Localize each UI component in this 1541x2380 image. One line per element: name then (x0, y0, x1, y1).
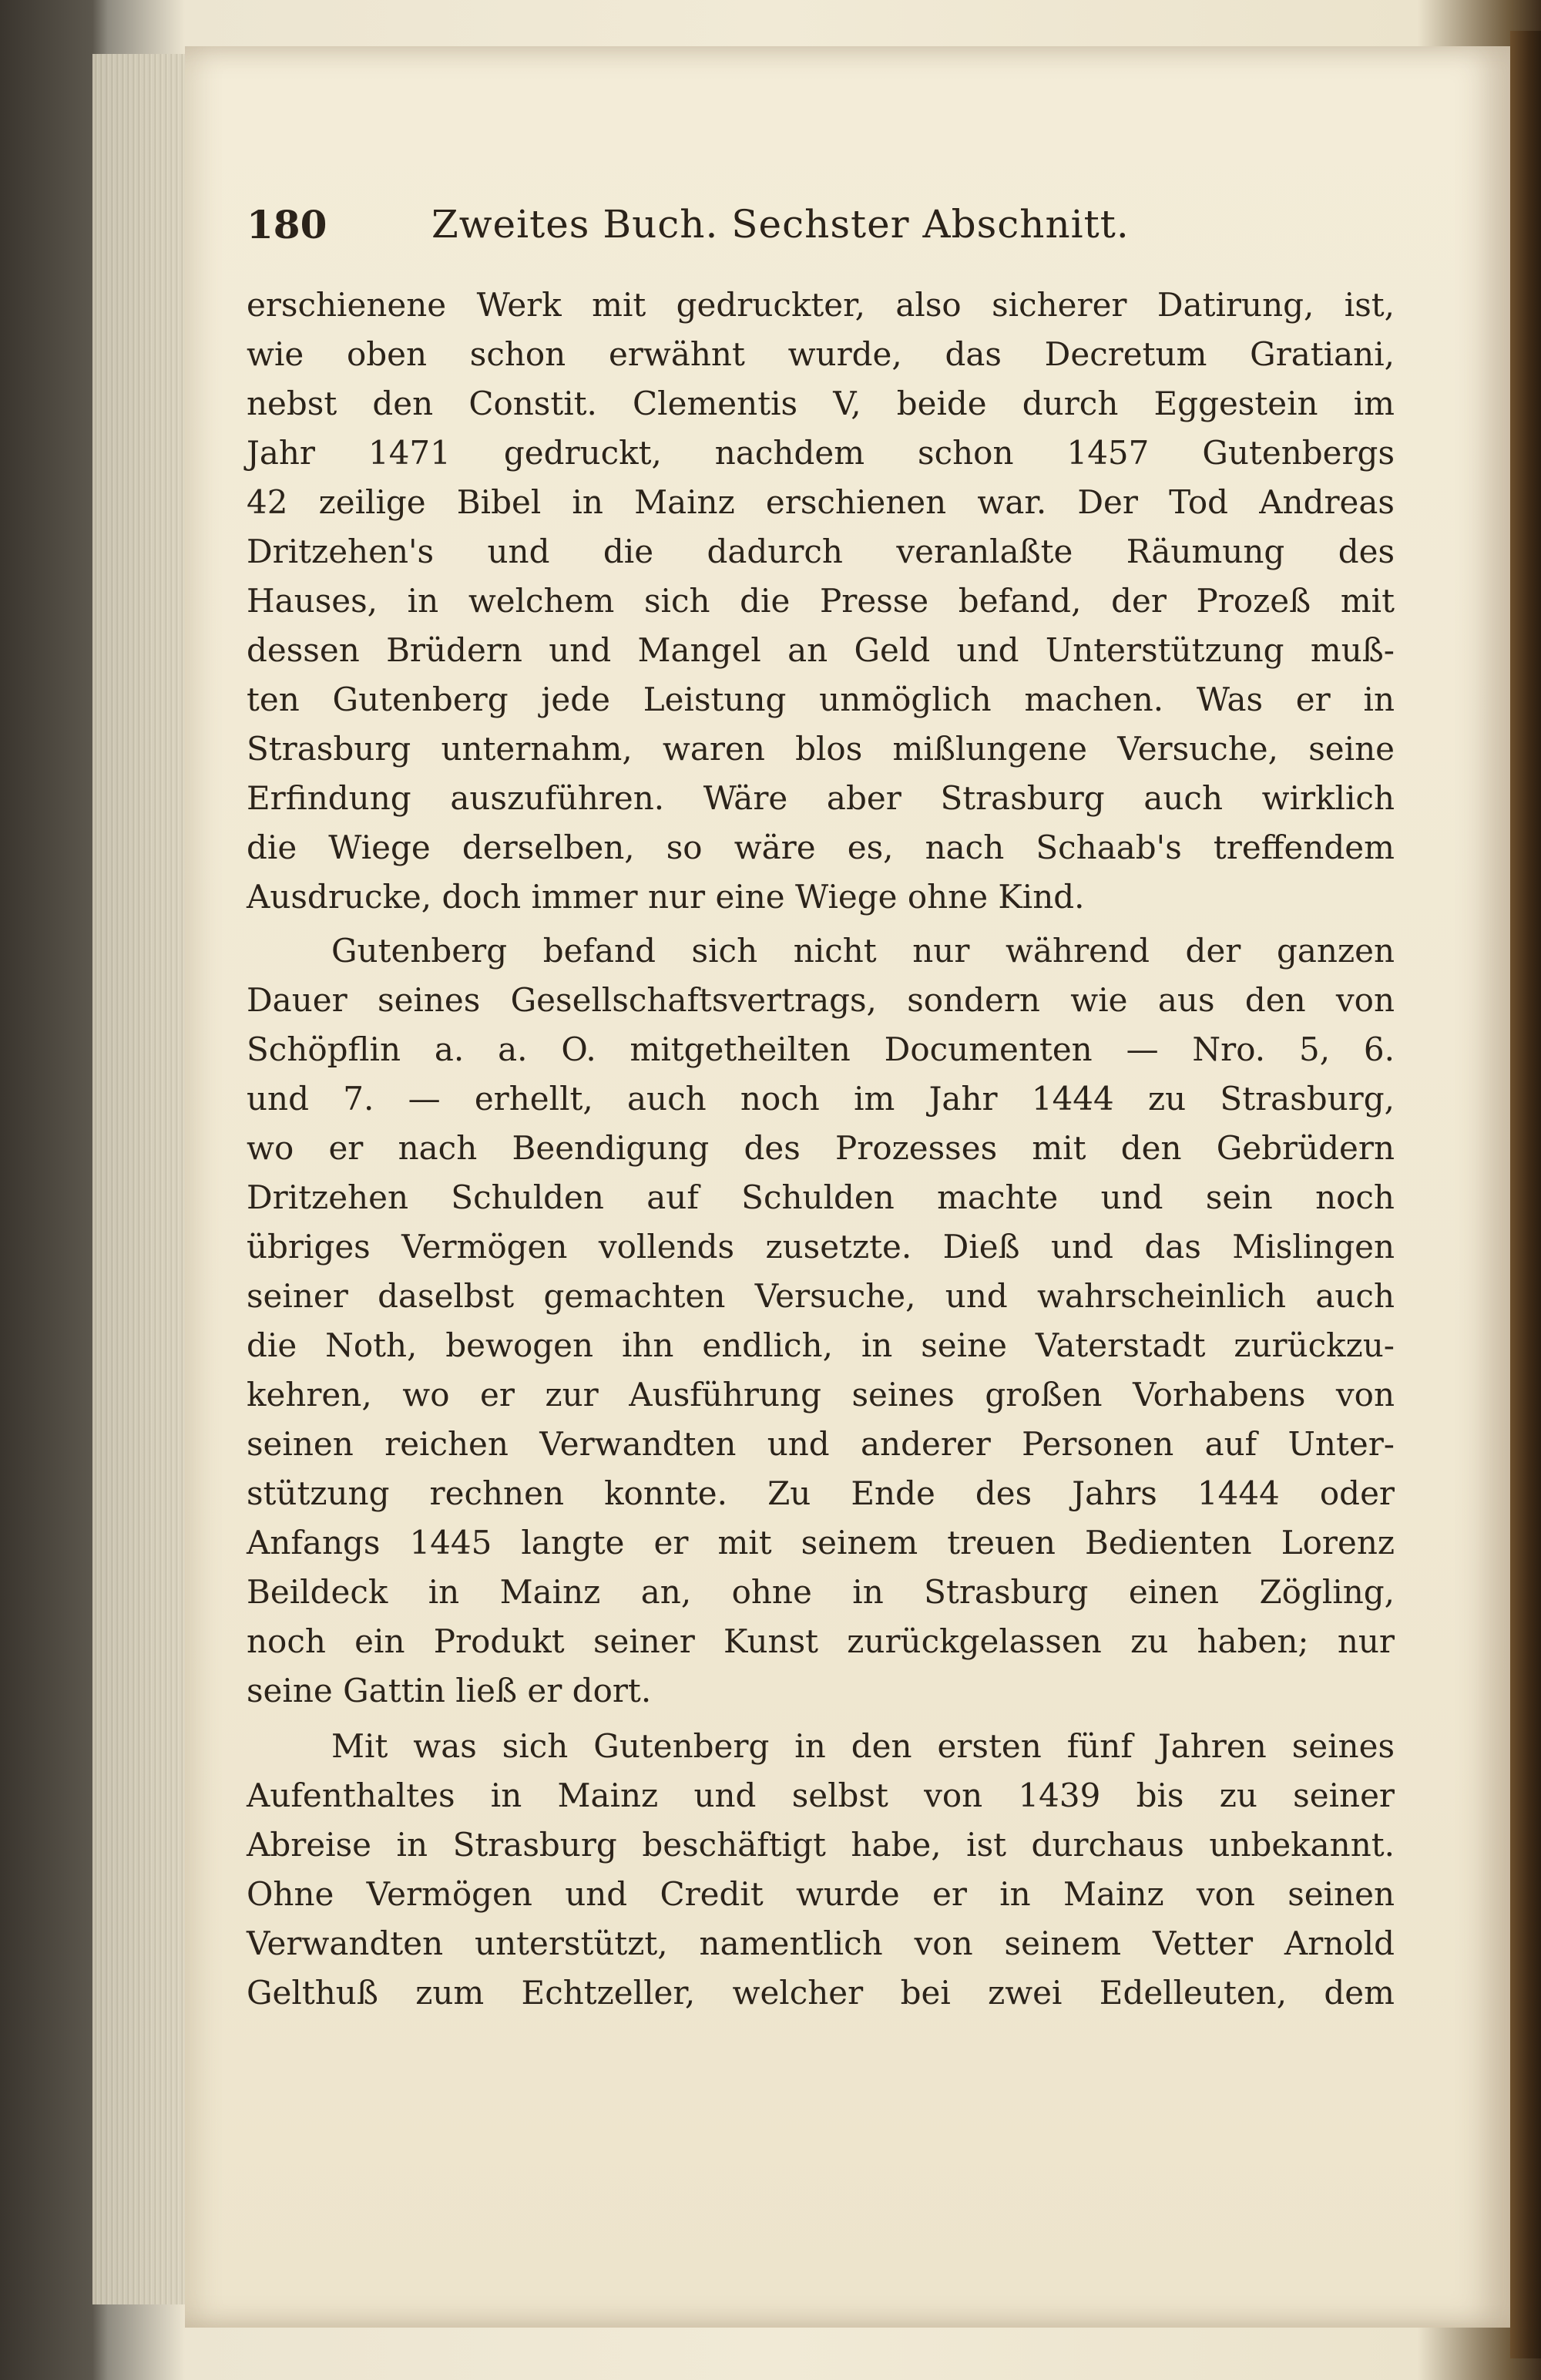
text-line: Schöpflin a. a. O. mitgetheilten Documenten — Nro. 5, 6. (247, 1030, 1395, 1068)
text-line: Verwandten unterstützt, namentlich von seinem Vetter Arnold (247, 1925, 1395, 1962)
text-line: Dritzehen's und die dadurch veranlaßte Räumung des (247, 533, 1395, 570)
text-line: die Noth, bewogen ihn endlich, in seine Vaterstadt zurückzu- (247, 1326, 1395, 1364)
text-line: wie oben schon erwähnt wurde, das Decretum Gratiani, (247, 335, 1395, 373)
text-line: wo er nach Beendigung des Prozesses mit den Gebrüdern (247, 1129, 1395, 1167)
text-line: dessen Brüdern und Mangel an Geld und Unterstützung muß- (247, 631, 1395, 669)
text-line: Anfangs 1445 langte er mit seinem treuen Bedienten Lorenz (247, 1524, 1395, 1561)
text-line: Ausdrucke, doch immer nur eine Wiege ohne Kind. (247, 878, 1085, 916)
running-title: Zweites Buch. Sechster Abschnitt. (431, 202, 1130, 247)
text-line: Mit was sich Gutenberg in den ersten fünf Jahren seines (331, 1727, 1395, 1765)
text-line: Gutenberg befand sich nicht nur während der ganzen (331, 932, 1395, 970)
text-line: seinen reichen Verwandten und anderer Personen auf Unter- (247, 1425, 1395, 1463)
text-line: und 7. — erhellt, auch noch im Jahr 1444 zu Strasburg, (247, 1080, 1395, 1118)
text-line: Abreise in Strasburg beschäftigt habe, ist durchaus unbekannt. (247, 1826, 1395, 1864)
text-line: Dauer seines Gesellschaftsvertrags, sondern wie aus den von (247, 981, 1395, 1019)
text-line: Beildeck in Mainz an, ohne in Strasburg einen Zögling, (247, 1573, 1395, 1611)
text-line: noch ein Produkt seiner Kunst zurückgelassen zu haben; nur (247, 1622, 1395, 1660)
text-line: Gelthuß zum Echtzeller, welcher bei zwei Edelleuten, dem (247, 1974, 1395, 2012)
text-line: 42 zeilige Bibel in Mainz erschienen war. Der Tod Andreas (247, 483, 1395, 521)
text-line: übriges Vermögen vollends zusetzte. Dieß und das Mislingen (247, 1228, 1395, 1266)
text-line: Jahr 1471 gedruckt, nachdem schon 1457 Gutenbergs (247, 434, 1395, 472)
text-line: seine Gattin ließ er dort. (247, 1672, 652, 1709)
book-cover-edge (1510, 31, 1541, 2358)
text-line: Aufenthaltes in Mainz und selbst von 1439 bis zu seiner (247, 1777, 1395, 1814)
text-line: ten Gutenberg jede Leistung unmöglich machen. Was er in (247, 681, 1395, 718)
text-line: Erfindung auszuführen. Wäre aber Strasburg auch wirklich (247, 779, 1395, 817)
text-line: Strasburg unternahm, waren blos mißlungene Versuche, seine (247, 730, 1395, 768)
text-line: die Wiege derselben, so wäre es, nach Schaab's treffendem (247, 829, 1395, 866)
page-header (247, 202, 1395, 256)
page-edges (92, 54, 185, 2304)
text-line: erschienene Werk mit gedruckter, also sicherer Datirung, ist, (247, 286, 1395, 324)
page-number: 180 (247, 202, 327, 247)
text-line: Hauses, in welchem sich die Presse befand, der Prozeß mit (247, 582, 1395, 620)
text-line: seiner daselbst gemachten Versuche, und wahrscheinlich auch (247, 1277, 1395, 1315)
text-line: Dritzehen Schulden auf Schulden machte und sein noch (247, 1178, 1395, 1216)
text-line: stützung rechnen konnte. Zu Ende des Jahrs 1444 oder (247, 1474, 1395, 1512)
text-line: nebst den Constit. Clementis V, beide durch Eggestein im (247, 385, 1395, 422)
text-line: Ohne Vermögen und Credit wurde er in Mainz von seinen (247, 1875, 1395, 1913)
text-line: kehren, wo er zur Ausführung seines großen Vorhabens von (247, 1376, 1395, 1414)
